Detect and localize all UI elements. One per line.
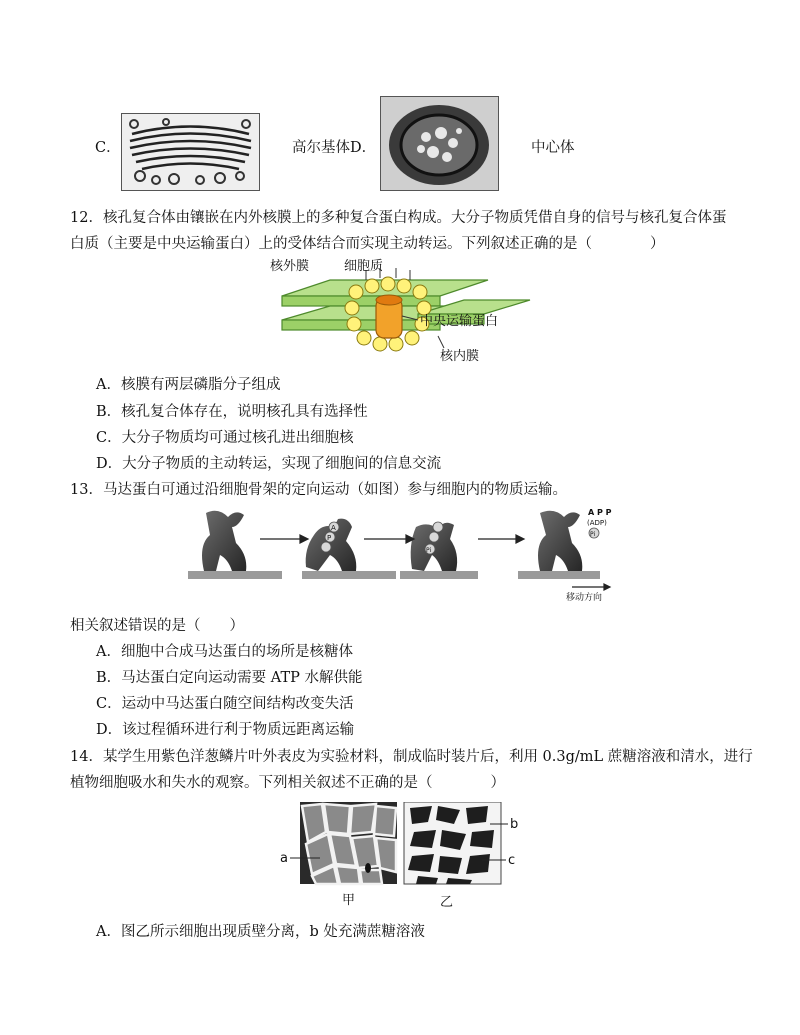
q13-option-a: A．细胞中合成马达蛋白的场所是核糖体 xyxy=(96,644,353,660)
q13-option-d: D．该过程循环进行利于物质远距离运输 xyxy=(96,722,355,738)
app-label: A P P xyxy=(588,508,612,517)
atp-a-label: A xyxy=(331,524,336,532)
q12-option-d: D．大分子物质的主动转运，实现了细胞间的信息交流 xyxy=(96,456,442,472)
track-3 xyxy=(400,571,478,579)
motor-protein-4 xyxy=(538,511,582,571)
q12-option-c: C．大分子物质均可通过核孔进出细胞核 xyxy=(96,430,354,446)
q12-option-b: B．核孔复合体存在，说明核孔具有选择性 xyxy=(96,404,368,420)
pi-label-3: Pi xyxy=(426,547,432,554)
label-outer-membrane: 核外膜 xyxy=(270,259,310,274)
centrosome-micrograph xyxy=(380,96,499,191)
q13-option-c: C．运动中马达蛋白随空间结构改变失活 xyxy=(96,696,354,712)
label-jia: 甲 xyxy=(342,893,356,908)
nuclear-pore-figure xyxy=(268,256,538,368)
track-1 xyxy=(188,571,282,579)
label-a: a xyxy=(280,851,288,866)
label-central-protein: 中央运输蛋白 xyxy=(420,314,499,329)
track-2 xyxy=(302,571,396,579)
q11-option-c-letter: C． xyxy=(95,140,121,156)
atp-p-label: P xyxy=(327,534,332,542)
q14-stem-line1: 14．某学生用紫色洋葱鳞片叶外表皮为实验材料，制成临时装片后，利用 0.3g/mL 蔗糖溶液和清水，进行 xyxy=(70,749,753,765)
q11-option-d-caption: 中心体 xyxy=(531,140,575,156)
golgi-image xyxy=(122,114,259,190)
q12-stem-line1: 12．核孔复合体由镶嵌在内外核膜上的多种复合蛋白构成。大分子物质凭借自身的信号与核孔复合体蛋 xyxy=(70,210,727,226)
q11-option-c xyxy=(95,136,121,157)
q14-stem-line2: 植物细胞吸水和失水的观察。下列相关叙述不正确的是（ ） xyxy=(70,775,505,791)
onion-cell-figure xyxy=(276,802,526,912)
figure-jia xyxy=(300,802,397,884)
q13-option-b: B．马达蛋白定向运动需要 ATP 水解供能 xyxy=(96,670,363,686)
q11-option-d-letter: D． xyxy=(350,140,377,156)
motor-protein-1 xyxy=(202,511,246,571)
q13-lead: 相关叙述错误的是（ ） xyxy=(70,618,244,634)
motor-protein-figure xyxy=(188,505,616,605)
q14-option-a: A．图乙所示细胞出现质壁分离，b 处充满蔗糖溶液 xyxy=(96,924,425,940)
label-yi: 乙 xyxy=(440,895,454,910)
q12-option-a: A．核膜有两层磷脂分子组成 xyxy=(96,377,281,393)
direction-label: 移动方向 xyxy=(566,593,603,603)
label-c: c xyxy=(508,853,516,868)
centrosome-image xyxy=(381,97,498,190)
label-inner-membrane: 核内膜 xyxy=(440,349,480,364)
golgi-micrograph xyxy=(121,113,260,191)
track-4 xyxy=(518,571,600,579)
q12-stem-line2: 白质（主要是中央运输蛋白）上的受体结合而实现主动转运。下列叙述正确的是（ ） xyxy=(70,236,665,252)
pi-label-4: Pi xyxy=(590,531,596,538)
label-b: b xyxy=(510,817,519,832)
q13-stem: 13．马达蛋白可通过沿细胞骨架的定向运动（如图）参与细胞内的物质运输。 xyxy=(70,482,567,498)
q11-option-c-caption: 高尔基体D． xyxy=(292,140,377,156)
figure-yi xyxy=(404,802,501,884)
adp-label: (ADP) xyxy=(587,519,607,527)
label-cytoplasm: 细胞质 xyxy=(344,259,384,274)
